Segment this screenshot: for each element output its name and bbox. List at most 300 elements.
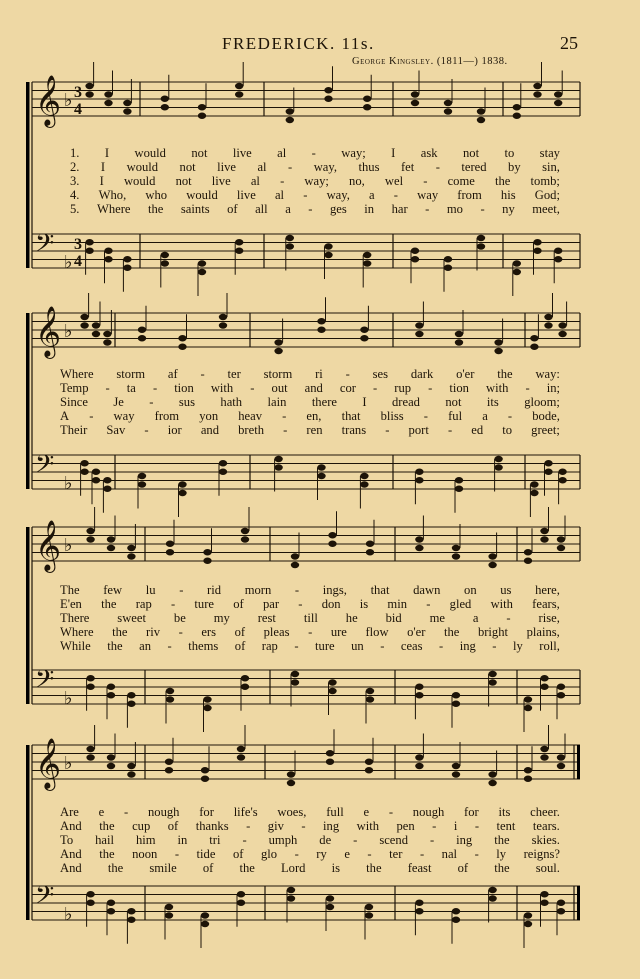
note-head [455,486,463,492]
lyric-syllable: ask [420,146,438,160]
note-head [138,335,146,341]
note-head [103,331,111,337]
time-signature-top: 3 [74,236,82,253]
lyrics-system-1 [60,146,560,216]
note-head [363,252,371,258]
note-head [415,754,423,760]
note-head [557,536,565,542]
note-head [363,260,371,266]
lyric-syllable: pleas [263,625,290,639]
note-head [127,908,135,914]
lyric-syllable: - [174,847,180,861]
lyric-syllable: way, [313,160,338,174]
note-head [530,344,538,350]
flat-icon: ♭ [64,321,73,342]
note-head [85,239,93,245]
lyric-syllable: thus [358,160,380,174]
note-head [107,536,115,542]
flat-icon: ♭ [64,904,73,925]
lyric-syllable: ter [389,847,403,861]
lyric-syllable: till [303,611,318,625]
lyric-syllable: - [385,423,390,437]
note-head [107,900,115,906]
note-head [494,464,502,470]
lyric-syllable: sus [178,395,196,409]
lyric-syllable: - [367,847,372,861]
note-head [219,469,227,475]
lyric-syllable: live [217,160,236,174]
note-head [235,239,243,245]
note-head [324,252,332,258]
note-head [107,754,115,760]
note-head [513,260,521,266]
lyric-syllable: ges [329,202,347,216]
note-head [286,243,294,249]
lyric-syllable: sweet [117,611,146,625]
lyric-syllable: cheer. [530,805,560,819]
lyric-syllable: 2. [70,160,80,174]
note-head [287,895,295,901]
note-head [494,456,502,462]
lyric-syllable: us [500,583,512,597]
note-head [557,763,565,769]
lyric-syllable: bid [385,611,402,625]
lyric-syllable: feast [407,861,432,875]
lyric-line [60,611,560,625]
lyric-syllable: skies. [531,833,560,847]
note-head [123,256,131,262]
note-head [235,83,243,89]
note-head [138,481,146,487]
lyric-syllable: the [107,639,123,653]
note-head [103,477,111,483]
lyric-syllable: ture [194,597,215,611]
lyric-syllable: flow [365,625,389,639]
lyric-line [60,639,560,653]
lyric-syllable: A [60,409,70,423]
note-head [455,477,463,483]
lyric-syllable: soul. [535,861,560,875]
note-head [274,348,282,354]
note-head [557,692,565,698]
lyrics-system-4 [60,805,560,875]
note-head [540,536,548,542]
note-head [198,260,206,266]
lyric-syllable: - [474,847,479,861]
note-head [324,243,332,249]
lyric-syllable: bode, [532,409,560,423]
lyric-line [60,847,560,861]
lyric-syllable: bright [477,625,509,639]
lyric-syllable: - [426,597,431,611]
lyric-line [60,188,560,202]
lyric-syllable: - [200,367,205,381]
lyric-syllable: umph [268,833,298,847]
note-head [317,318,325,324]
note-head [274,456,282,462]
note-head [540,754,548,760]
note-head [494,339,502,345]
lyric-syllable: tears. [532,819,560,833]
lyric-syllable: Who, [98,188,127,202]
note-head [287,887,295,893]
lyric-syllable: rap [261,639,278,653]
note-head [477,235,485,241]
note-head [165,904,173,910]
lyric-syllable: gled [449,597,472,611]
lyric-syllable: E'en [60,597,82,611]
lyric-syllable: o'er [456,367,475,381]
lyric-syllable: Sav [106,423,126,437]
lyric-syllable: ny [502,202,515,216]
lyric-syllable: - [144,423,149,437]
note-head [127,763,135,769]
note-head [558,322,566,328]
lyric-syllable: an [139,639,152,653]
note-head [326,759,334,765]
note-head [203,696,211,702]
lyric-syllable: rap [135,597,152,611]
note-head [415,322,423,328]
lyric-syllable: - [429,833,435,847]
lyric-syllable: e [344,847,350,861]
lyric-syllable: with [486,381,509,395]
lyric-syllable: Their [60,423,88,437]
lyric-syllable: is [331,861,341,875]
note-head [524,776,532,782]
lyric-syllable: - [311,146,316,160]
lyric-syllable: rid [207,583,222,597]
time-signature-bottom: 4 [74,253,82,270]
lyric-syllable: way [417,188,439,202]
note-head [554,248,562,254]
note-head [127,917,135,923]
lyric-syllable: - [492,639,497,653]
lyric-line [60,409,560,423]
lyric-syllable: Since [60,395,88,409]
lyric-syllable: stay [539,146,560,160]
lyric-syllable: in; [546,381,560,395]
lyric-syllable: ceas [400,639,423,653]
lyric-syllable: - [152,381,158,395]
lyric-syllable: gloom; [524,395,560,409]
lyric-syllable: To [60,833,74,847]
lyric-line [60,583,560,597]
bass-clef-icon: 𝄢 [35,450,55,485]
lyric-syllable: tri [209,833,221,847]
lyric-syllable: a [482,409,488,423]
lyric-syllable: I [391,146,396,160]
lyric-syllable: - [435,160,440,174]
bass-clef-icon: 𝄢 [35,881,55,916]
lyric-syllable: from [154,409,180,423]
lyric-syllable: storm [116,367,146,381]
note-head [524,705,532,711]
note-head [326,904,334,910]
lyric-syllable: of [234,625,246,639]
lyric-syllable: for [199,805,214,819]
note-head [444,265,452,271]
note-head [86,528,94,534]
note-head [123,265,131,271]
note-head [411,256,419,262]
lyric-syllable: Lord [280,861,306,875]
lyric-syllable: tide [196,847,216,861]
lyric-syllable: I [104,146,110,160]
lyric-syllable: with [490,597,513,611]
note-head [557,908,565,914]
note-head [452,553,460,559]
note-head [415,692,423,698]
lyric-syllable: in [177,833,188,847]
lyric-syllable: - [474,819,480,833]
note-head [411,91,419,97]
note-head [103,486,111,492]
note-head [415,908,423,914]
lyric-syllable: - [525,381,530,395]
note-head [540,684,548,690]
note-head [544,469,552,475]
flat-icon: ♭ [64,90,73,111]
lyric-syllable: hath [220,395,243,409]
note-head [241,684,249,690]
note-head [178,335,186,341]
note-head [328,688,336,694]
lyric-syllable: in [364,202,375,216]
lyric-syllable: riv [146,625,161,639]
note-head [411,248,419,254]
note-head [274,464,282,470]
lyric-syllable: - [308,625,313,639]
note-head [237,746,245,752]
lyric-syllable: fears, [532,597,560,611]
note-head [219,322,227,328]
lyric-syllable: al [257,160,267,174]
note-head [494,348,502,354]
lyric-syllable: - [171,597,176,611]
note-head [104,248,112,254]
lyric-syllable: Je [113,395,124,409]
note-head [324,87,332,93]
note-head [533,248,541,254]
lyric-syllable: dread [392,395,420,409]
note-head [138,327,146,333]
lyric-syllable: no, [349,174,365,188]
note-head [317,464,325,470]
note-head [201,921,209,927]
lyric-syllable: him [135,833,156,847]
note-head [107,692,115,698]
note-head [203,549,211,555]
note-head [198,104,206,110]
note-head [415,331,423,337]
note-head [360,481,368,487]
lyric-syllable: ture [315,639,335,653]
lyric-syllable: the [366,861,382,875]
lyric-syllable: - [167,639,172,653]
note-head [138,473,146,479]
lyric-syllable: a [369,188,375,202]
note-head [92,331,100,337]
note-head [107,684,115,690]
lyric-syllable: meet, [532,202,560,216]
note-head [366,541,374,547]
lyric-syllable: de [319,833,332,847]
lyric-syllable: ri [315,367,323,381]
note-head [104,91,112,97]
lyric-syllable: way [113,409,135,423]
lyric-syllable: bliss [380,409,404,423]
note-head [488,679,496,685]
lyric-syllable: of [167,819,179,833]
lyric-syllable: - [294,583,300,597]
note-head [85,83,93,89]
lyric-syllable: i [453,819,458,833]
note-head [86,754,94,760]
lyric-syllable: 4. [70,188,80,202]
note-head [107,545,115,551]
note-head [554,256,562,262]
note-head [513,104,521,110]
note-head [178,344,186,350]
note-head [237,754,245,760]
note-head [103,339,111,345]
note-head [540,746,548,752]
note-head [286,117,294,123]
lyric-syllable: me [429,611,445,625]
lyric-syllable: - [345,367,350,381]
page-number: 25 [560,33,578,53]
lyric-syllable: scend [379,833,408,847]
composer-attribution: George Kingsley. (1811—) 1838. [352,56,508,67]
lyric-syllable: - [423,409,428,423]
lyric-syllable: While [60,639,91,653]
lyric-syllable: ful [448,409,463,423]
lyric-syllable: - [432,819,437,833]
lyric-syllable: And [60,819,82,833]
note-head [513,113,521,119]
lyric-syllable: to [502,423,513,437]
note-head [326,895,334,901]
note-head [201,912,209,918]
lyric-syllable: rup [394,381,412,395]
note-head [127,553,135,559]
lyric-syllable: mo [446,202,463,216]
note-head [274,339,282,345]
lyric-syllable: be [173,611,186,625]
lyric-syllable: ure [330,625,347,639]
bass-clef-icon: 𝄢 [35,229,55,264]
note-head [328,679,336,685]
lyric-syllable: Where [60,625,94,639]
note-head [524,558,532,564]
lyric-syllable: greet; [531,423,560,437]
lyric-syllable: few [103,583,123,597]
lyric-syllable: ta [126,381,136,395]
note-head [524,696,532,702]
lyric-syllable: who [145,188,168,202]
lyric-syllable: the [494,861,510,875]
lyric-syllable: to [504,146,515,160]
lyric-syllable: tion [449,381,469,395]
note-head [201,776,209,782]
note-head [488,771,496,777]
note-head [219,460,227,466]
lyric-syllable: - [179,583,184,597]
note-head [444,108,452,114]
note-head [86,891,94,897]
note-head [415,477,423,483]
lyric-syllable: would [186,188,218,202]
note-head [530,490,538,496]
lyric-syllable: ers [201,625,217,639]
lyric-syllable: not [179,160,196,174]
lyric-syllable: Temp [60,381,89,395]
note-head [165,912,173,918]
lyric-syllable: the [444,625,460,639]
system-bracket [26,82,30,268]
note-head [85,248,93,254]
note-head [161,96,169,102]
note-head [524,921,532,927]
lyric-line [60,625,560,639]
lyric-syllable: - [105,381,110,395]
lyric-syllable: 3. [70,174,80,188]
note-head [291,553,299,559]
lyric-syllable: rise, [538,611,560,625]
lyric-syllable: - [301,819,306,833]
lyric-syllable: - [303,188,308,202]
time-signature-top: 3 [74,84,82,101]
note-head [455,331,463,337]
lyric-syllable: - [294,639,299,653]
lyric-syllable: - [447,423,453,437]
lyric-syllable: not [191,146,208,160]
lyric-syllable: of [233,597,244,611]
note-head [166,688,174,694]
lyric-syllable: of [457,861,469,875]
note-head [86,900,94,906]
lyric-syllable: tent [496,819,516,833]
note-head [198,113,206,119]
lyric-syllable: full [326,805,344,819]
lyric-syllable: live [236,188,256,202]
lyric-syllable: min [387,597,408,611]
lyric-syllable: nal [441,847,458,861]
note-head [241,675,249,681]
lyric-line [60,146,560,160]
lyric-syllable: - [425,202,430,216]
lyric-syllable: of [202,861,214,875]
lyric-syllable: I [99,174,104,188]
lyric-syllable: plains, [526,625,560,639]
lyric-syllable: - [380,639,385,653]
note-head [554,100,562,106]
lyric-syllable: don [321,597,341,611]
lyric-syllable: I [100,160,106,174]
lyric-syllable: ing [456,833,473,847]
note-head [86,746,94,752]
lyric-syllable: yon [199,409,219,423]
note-head [80,469,88,475]
note-head [452,763,460,769]
lyric-syllable: dawn [413,583,441,597]
lyric-syllable: on [464,583,477,597]
note-head [557,900,565,906]
flat-icon: ♭ [64,688,73,709]
note-head [203,705,211,711]
note-head [92,322,100,328]
